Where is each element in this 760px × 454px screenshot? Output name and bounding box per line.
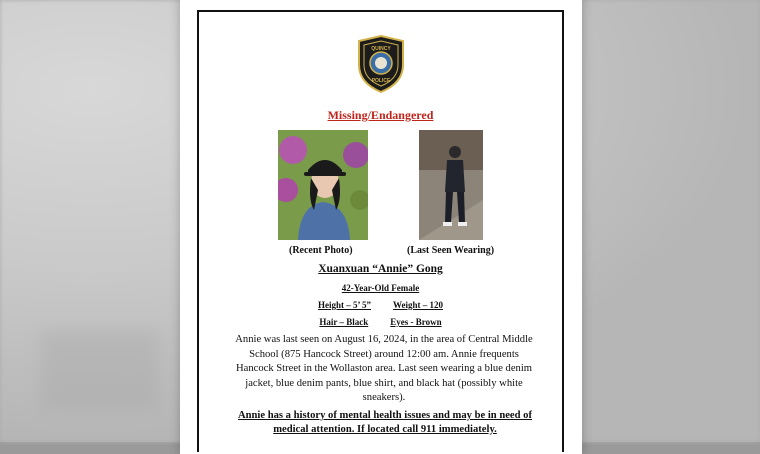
medical-warning: Annie has a history of mental health issues and may be in need of medical attention. If located call 911 immediately. [237, 410, 532, 435]
description-paragraph: Annie was last seen on August 16, 2024, in the area of Central Middle School (875 Hancock Street) around 12:00 am. Annie frequents Hancock Street in the Wollaston area. Last seen wearing a blue denim jacket, blue denim pants, blue shirt, and black hat (possibly white sneakers). [235, 334, 533, 404]
badge-bottom-text: POLICE [371, 78, 391, 84]
police-badge-icon [355, 35, 407, 93]
recent-photo [278, 130, 368, 240]
eyes: Eyes - Brown [390, 317, 442, 327]
height: Height – 5’ 5” [317, 300, 372, 310]
last-seen-photo [419, 130, 483, 240]
missing-person-name: Xuanxuan “Annie” Gong [318, 263, 443, 275]
weight: Weight – 120 [393, 300, 444, 310]
hair: Hair – Black [319, 317, 369, 327]
age-sex-line [199, 283, 562, 293]
background-left [0, 0, 180, 442]
flyer-border [197, 10, 564, 452]
recent-photo-caption: (Recent Photo) [289, 245, 353, 256]
height-weight-line [199, 300, 562, 310]
flyer-title: Missing/Endangered [327, 108, 434, 122]
last-seen-caption: (Last Seen Wearing) [407, 245, 495, 256]
badge-top-text: QUINCY [371, 46, 391, 52]
age-sex: 42-Year-Old Female [341, 283, 420, 293]
missing-person-flyer [180, 0, 582, 454]
hair-eyes-line [199, 317, 562, 327]
background-right [580, 0, 760, 442]
